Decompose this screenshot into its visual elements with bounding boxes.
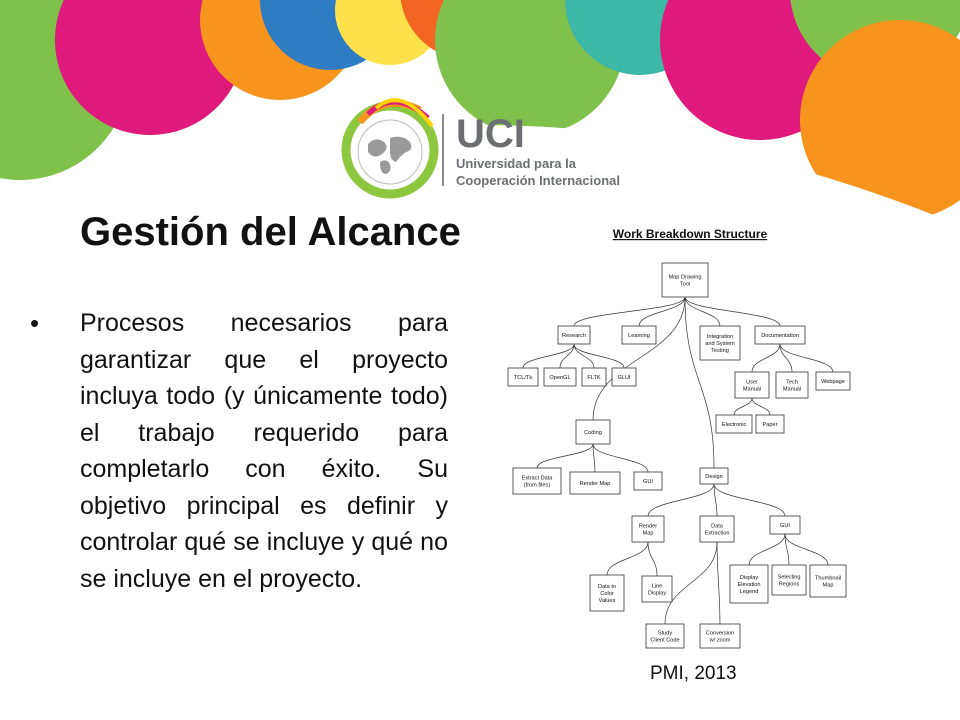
wbs-node-conversion — [700, 624, 740, 648]
wbs-node-label: Manual — [742, 386, 762, 393]
wbs-node-label: OpenGL — [549, 375, 571, 382]
wbs-node-selecting — [772, 565, 806, 595]
wbs-node-label: Color — [600, 591, 614, 598]
wbs-connector — [785, 534, 789, 565]
wbs-node-paper — [756, 415, 784, 433]
wbs-node-label: Legend — [739, 589, 759, 596]
wbs-node-data-extraction — [700, 516, 734, 542]
wbs-connector — [574, 344, 594, 368]
wbs-node-label: Integration — [706, 334, 734, 341]
wbs-node-label: Paper — [762, 422, 778, 429]
wbs-node-study — [646, 624, 684, 648]
wbs-node-learning — [622, 326, 656, 344]
wbs-node-tcl — [508, 368, 538, 386]
logo-divider — [442, 114, 444, 186]
wbs-node-label: Tool — [679, 281, 691, 288]
wbs-node-label: Map — [642, 530, 654, 537]
wbs-node-label: w/ zoom — [709, 637, 731, 644]
wbs-title: Work Breakdown Structure — [612, 227, 768, 241]
wbs-node-label: Client Code — [650, 637, 680, 644]
logo-acronym: UCI — [456, 112, 525, 156]
wbs-node-label: Selecting — [777, 574, 801, 581]
wbs-connector — [752, 344, 780, 372]
wbs-node-label: GLUI — [617, 375, 631, 382]
wbs-node-research — [558, 326, 590, 344]
wbs-node-gui-c — [634, 472, 662, 490]
wbs-node-webpage — [816, 372, 850, 390]
wbs-node-label: Render Map — [579, 481, 611, 488]
wbs-node-opengl — [544, 368, 576, 386]
wbs-connector — [639, 297, 685, 326]
wbs-node-glui — [612, 368, 636, 386]
bullet-item — [30, 305, 448, 597]
wbs-connector — [685, 297, 720, 326]
wbs-node-render-map-d — [632, 516, 664, 542]
wbs-node-label: Regions — [778, 581, 800, 588]
wbs-node-integration — [700, 326, 740, 360]
wbs-node-root — [662, 263, 708, 297]
wbs-node-fltk — [582, 368, 606, 386]
wbs-node-label: (from files) — [523, 482, 551, 489]
wbs-connector — [574, 344, 624, 368]
globe-swirl-icon — [346, 100, 434, 194]
wbs-node-label: Coding — [584, 430, 602, 437]
wbs-node-label: Display — [739, 575, 759, 582]
wbs-node-label: Thumbnail — [814, 575, 842, 582]
wbs-node-label: Values — [598, 598, 616, 605]
wbs-node-design — [700, 468, 728, 484]
wbs-node-label: Design — [705, 474, 723, 481]
wbs-node-label: Electronic — [721, 422, 747, 429]
wbs-node-coding — [576, 420, 610, 444]
wbs-connector — [749, 534, 785, 565]
logo-line-1: Universidad para la — [456, 156, 576, 171]
wbs-node-label: and System — [705, 341, 735, 348]
wbs-node-label: TCL/Tk — [513, 375, 533, 382]
wbs-node-label: Render — [638, 523, 658, 530]
uci-logo — [340, 92, 620, 202]
source-citation: PMI, 2013 — [650, 663, 737, 684]
wbs-node-label: Line — [651, 583, 663, 590]
wbs-node-extract — [513, 468, 561, 494]
wbs-node-label: Extraction — [704, 530, 730, 537]
wbs-node-label: User — [746, 379, 758, 386]
wbs-connector — [593, 444, 648, 472]
wbs-node-user-manual — [735, 372, 769, 398]
bullet-text: Procesos necesarios para garantizar que el proyecto incluya todo (y únicamente todo) el trabajo requerido para completarlo con éxito. Su objetivo principal es definir y controlar qué se incluye y qué no se incluye en el proyecto. — [80, 309, 448, 593]
wbs-node-label: Conversion — [705, 630, 735, 637]
wbs-connector — [780, 344, 833, 372]
wbs-node-label: Display — [647, 590, 667, 597]
wbs-connector — [685, 297, 714, 468]
wbs-node-label: Learning — [628, 333, 650, 340]
wbs-node-label: Extract Data — [521, 475, 553, 482]
wbs-node-label: Map Drawing — [668, 274, 702, 281]
wbs-node-label: Documentation — [761, 333, 799, 340]
wbs-node-label: Study — [657, 630, 673, 637]
wbs-connector — [607, 542, 648, 575]
wbs-connector — [717, 542, 720, 624]
wbs-node-label: Data — [711, 523, 723, 530]
wbs-node-tech-manual — [776, 372, 808, 398]
wbs-node-label: Data to — [597, 584, 617, 591]
wbs-nodes — [508, 263, 850, 648]
wbs-connector — [537, 444, 593, 468]
wbs-node-label: GUI — [780, 523, 790, 530]
wbs-connector — [523, 344, 574, 368]
wbs-connector — [574, 297, 685, 326]
logo-line-2: Cooperación Internacional — [456, 173, 620, 188]
wbs-node-label: Research — [562, 333, 586, 340]
slide-title: Gestión del Alcance — [80, 210, 461, 254]
wbs-node-label: Elevation — [737, 582, 761, 589]
bullet-dot-icon: • — [30, 308, 40, 338]
wbs-diagram — [500, 220, 860, 660]
wbs-node-label: Testing — [711, 348, 729, 355]
wbs-connector — [648, 542, 657, 576]
wbs-node-display-elev — [730, 565, 768, 603]
wbs-node-label: Webpage — [821, 379, 845, 386]
wbs-connector — [665, 542, 717, 624]
wbs-node-documentation — [755, 326, 805, 344]
wbs-connector — [685, 297, 780, 326]
wbs-node-label: Manual — [782, 386, 802, 393]
wbs-node-render-map-c — [570, 472, 620, 494]
wbs-node-electronic — [716, 415, 752, 433]
wbs-connector — [734, 398, 752, 415]
wbs-connector — [714, 484, 785, 516]
wbs-node-thumbnail — [810, 565, 846, 597]
wbs-node-gui-d — [770, 516, 800, 534]
wbs-node-line-display — [642, 576, 672, 602]
wbs-node-label: Tech — [786, 379, 798, 386]
wbs-connector — [785, 534, 828, 565]
bullet-list — [30, 305, 448, 597]
wbs-connector — [752, 398, 770, 415]
wbs-node-label: FLTK — [587, 375, 601, 382]
wbs-connector — [593, 297, 685, 420]
wbs-node-label: Map — [822, 582, 834, 589]
wbs-node-data-color — [590, 575, 624, 611]
wbs-node-label: GUI — [643, 479, 653, 486]
